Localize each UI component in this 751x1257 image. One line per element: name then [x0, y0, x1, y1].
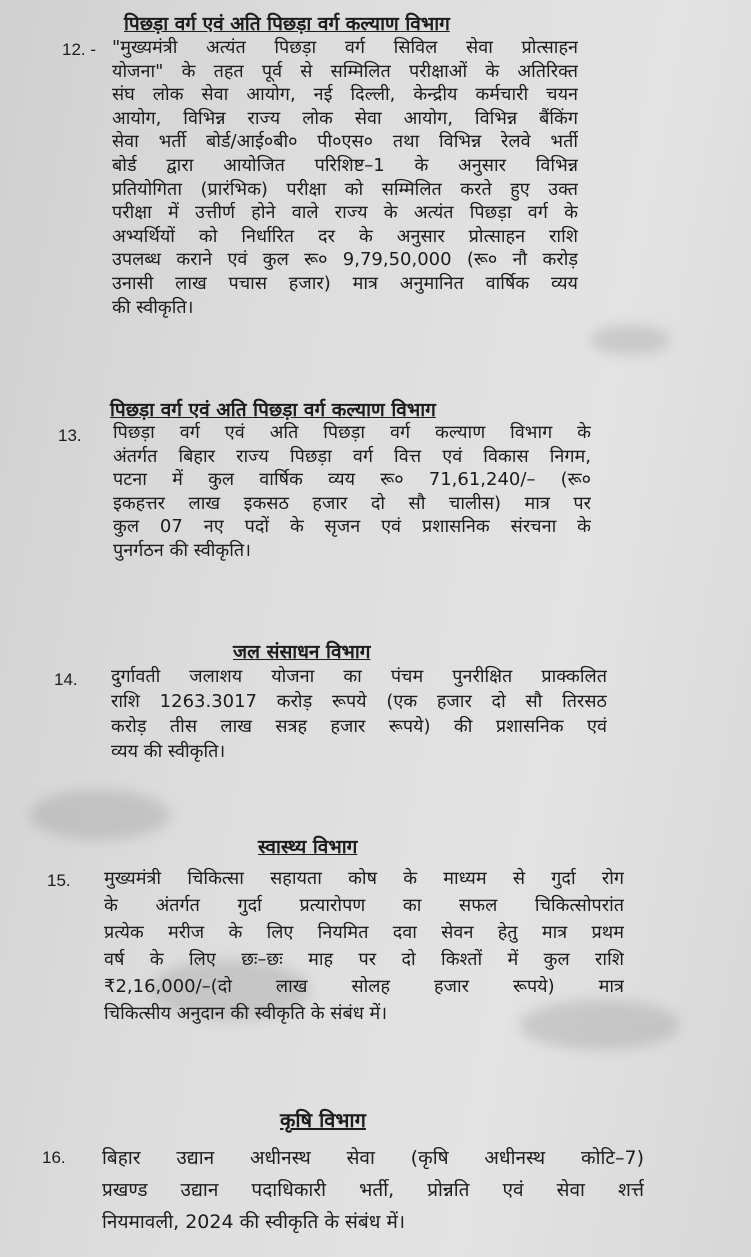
text-line: चिकित्सीय अनुदान की स्वीकृति के संबंध में। [104, 1003, 388, 1024]
text-line: राशि 1263.3017 करोड़ रूपये (एक हजार दो सौ तिरसठ [111, 691, 607, 712]
text-line: "मुख्यमंत्री अत्यंत पिछड़ा वर्ग सिविल सेवा प्रोत्साहन [112, 37, 578, 58]
text-line: संघ लोक सेवा आयोग, नई दिल्ली, केन्द्रीय कर्मचारी चयन [112, 84, 578, 106]
text-line: आयोग, विभिन्न राज्य लोक सेवा आयोग, विभिन्न बैंकिंग [112, 107, 578, 129]
text-line: परीक्षा में उत्तीर्ण होने वाले राज्य के अत्यंत पिछड़ा वर्ग के [112, 202, 578, 224]
text-line: प्रखण्ड उद्यान पदाधिकारी भर्ती, प्रोन्नति एवं सेवा शर्त्त [102, 1179, 644, 1201]
text-line: के अंतर्गत गुर्दा प्रत्यारोपण का सफल चिकित्सोपरांत [104, 895, 624, 916]
department-heading: पिछड़ा वर्ग एवं अति पिछड़ा वर्ग कल्याण विभाग [110, 399, 436, 421]
text-line: बिहार उद्यान अधीनस्थ सेवा (कृषि अधीनस्थ कोटि–7) [102, 1147, 644, 1169]
text-line: अभ्यर्थियों को निर्धारित दर के अनुसार प्रोत्साहन राशि [112, 225, 578, 247]
text-line: मुख्यमंत्री चिकित्सा सहायता कोष के माध्यम से गुर्दा रोग [104, 868, 624, 889]
text-line: करोड़ तीस लाख सत्रह हजार रूपये) की प्रशासनिक एवं [111, 716, 607, 737]
department-heading: कृषि विभाग [280, 1108, 366, 1132]
department-heading: पिछड़ा वर्ग एवं अति पिछड़ा वर्ग कल्याण विभाग [124, 13, 450, 35]
text-line: योजना" के तहत पूर्व से सम्मिलित परीक्षाओं के अतिरिक्त [112, 60, 578, 82]
text-line: कुल 07 नए पदों के सृजन एवं प्रशासनिक संरचना के [113, 516, 591, 538]
text-line: व्यय की स्वीकृति। [111, 741, 226, 762]
text-line: प्रतियोगिता (प्रारंभिक) परीक्षा को सम्मिलित करते हुए उक्त [112, 178, 578, 200]
item-number: 15. [47, 871, 71, 890]
item-text [102, 1142, 644, 1238]
text-line: ₹2,16,000/–(दो लाख सोलह हजार रूपये) मात्र [104, 976, 624, 997]
text-line: वर्ष के लिए छः–छः माह पर दो किश्तों में कुल राशि [104, 949, 624, 970]
text-line: पुनर्गठन की स्वीकृति। [113, 539, 251, 561]
item-number: 14. [54, 670, 78, 689]
text-line: पिछड़ा वर्ग एवं अति पिछड़ा वर्ग कल्याण विभाग के [113, 422, 591, 443]
text-line: दुर्गावती जलाशय योजना का पंचम पुनरीक्षित प्राक्कलित [111, 666, 607, 687]
item-number: 16. [42, 1148, 66, 1167]
text-line: सेवा भर्ती बोर्ड/आई०बी० पी०एस० तथा विभिन्न रेलवे भर्ती [112, 131, 578, 153]
item-number: 13. [58, 426, 82, 445]
text-line: अंतर्गत बिहार राज्य पिछड़ा वर्ग वित्त एवं विकास निगम, [113, 445, 591, 467]
text-line: बोर्ड द्वारा आयोजित परिशिष्ट–1 के अनुसार विभिन्न [112, 154, 578, 176]
text-line: नियमावली, 2024 की स्वीकृति के संबंध में। [102, 1211, 406, 1233]
department-heading: जल संसाधन विभाग [233, 641, 371, 663]
department-heading: स्वास्थ्य विभाग [258, 836, 358, 858]
item-text [111, 664, 607, 764]
item-text [112, 36, 578, 319]
text-line: की स्वीकृति। [112, 296, 194, 318]
text-line: इकहत्तर लाख इकसठ हजार दो सौ चालीस) मात्र पर [113, 492, 591, 514]
text-line: उनासी लाख पचास हजार) मात्र अनुमानित वार्षिक व्यय [112, 272, 578, 294]
text-line: उपलब्ध कराने एवं कुल रू० 9,79,50,000 (रू० नौ करोड़ [112, 249, 578, 271]
item-text [104, 865, 624, 1027]
text-line: प्रत्येक मरीज के लिए नियमित दवा सेवन हेतु मात्र प्रथम [104, 922, 624, 943]
item-number: 12. - [62, 40, 97, 59]
text-line: पटना में कुल वार्षिक व्यय रू० 71,61,240/– (रू० [113, 469, 591, 491]
item-text [113, 421, 591, 563]
